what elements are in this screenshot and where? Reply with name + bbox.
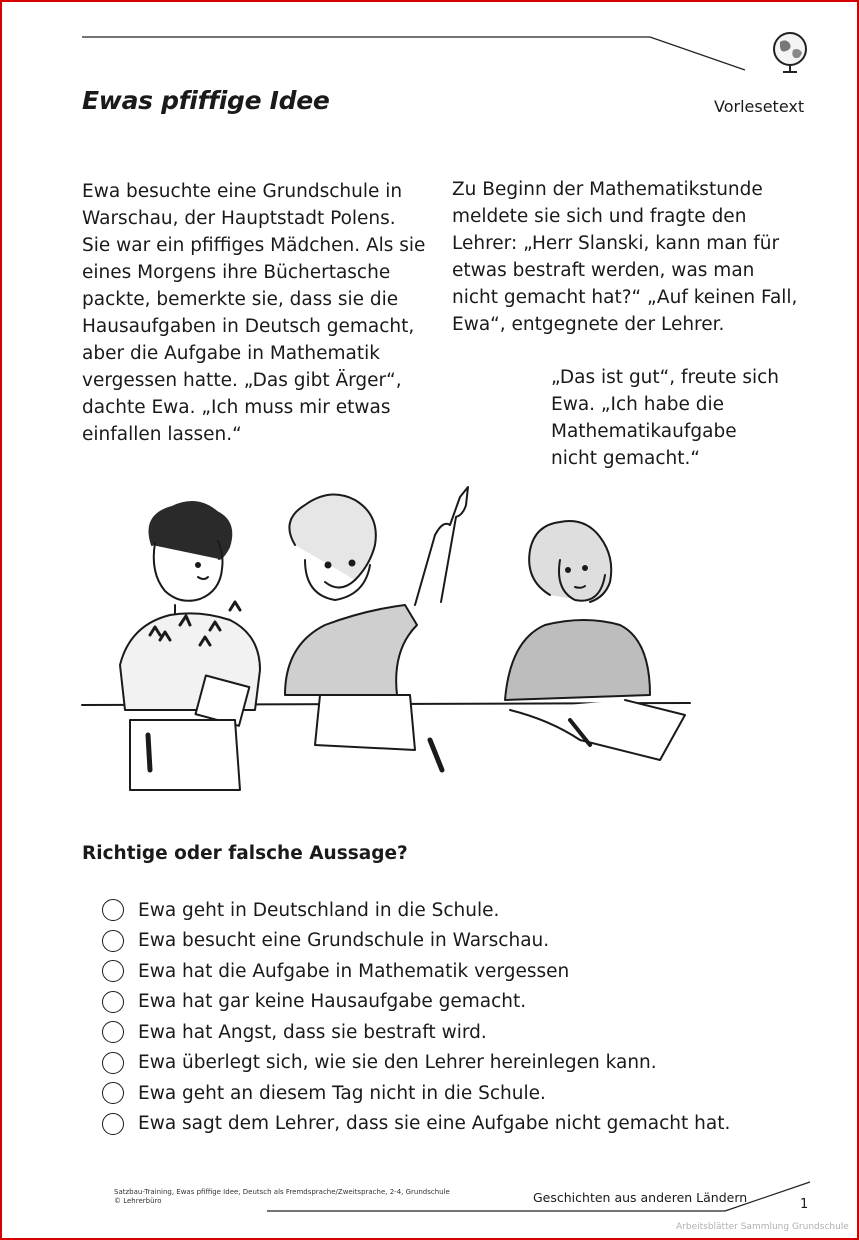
statement-text: Ewa überlegt sich, wie sie den Lehrer hereinlegen kann. (138, 1052, 657, 1074)
footer-series-title: Geschichten aus anderen Ländern (533, 1190, 748, 1205)
statement-text: Ewa geht an diesem Tag nicht in die Schule. (138, 1082, 546, 1104)
statement-list (102, 895, 730, 1139)
answer-radio-circle[interactable] (102, 991, 124, 1013)
answer-radio-circle[interactable] (102, 1021, 124, 1043)
girl-figure (505, 521, 685, 760)
globe-icon (766, 28, 814, 76)
worksheet-title: Ewas pfiffige Idee (82, 86, 330, 115)
statement-text: Ewa hat die Aufgabe in Mathematik vergessen (138, 960, 570, 982)
answer-radio-circle[interactable] (102, 960, 124, 982)
page-number: 1 (800, 1197, 809, 1212)
answer-radio-circle[interactable] (102, 899, 124, 921)
statement-item (102, 926, 730, 957)
statement-item (102, 1048, 730, 1079)
answer-radio-circle[interactable] (102, 930, 124, 952)
quiz-heading: Richtige oder falsche Aussage? (82, 843, 408, 864)
header-rule (80, 28, 780, 78)
statement-text: Ewa besucht eine Grundschule in Warschau. (138, 930, 550, 952)
statement-text: Ewa geht in Deutschland in die Schule. (138, 899, 500, 921)
statement-item (102, 895, 730, 926)
statement-text: Ewa hat gar keine Hausaufgabe gemacht. (138, 991, 527, 1013)
document-type-label: Vorlesetext (714, 97, 805, 116)
statement-item (102, 987, 730, 1018)
statement-text: Ewa hat Angst, dass sie bestraft wird. (138, 1021, 487, 1043)
story-paragraph-2: Zu Beginn der Mathematikstunde meldete sie sich und fragte den Lehrer: „Herr Slanski, kann man für etwas bestraft werden, was man nicht gemacht hat?“ „Auf keinen Fall, Ewa“, entgegnete der Lehrer. (452, 179, 798, 335)
boy-figure (120, 502, 260, 790)
footer-credit: Satzbau-Training, Ewas pfiffige Idee, Deutsch als Fremdsprache/Zweitsprache, 2-4, Grundschule © Lehrerbüro (114, 1188, 450, 1205)
watermark: Arbeitsblätter Sammlung Grundschule (676, 1222, 849, 1232)
statement-item (102, 1017, 730, 1048)
statement-item (102, 956, 730, 987)
statement-item (102, 1109, 730, 1140)
story-paragraph-3: „Das ist gut“, freute sich Ewa. „Ich habe die Mathematikaufgabe nicht gemacht.“ (551, 367, 780, 469)
story-paragraph-1: Ewa besuchte eine Grundschule in Warschau, der Hauptstadt Polens. Sie war ein pfiffiges Mädchen. Als sie eines Morgens ihre Büchertasche packte, bemerkte sie, dass sie die Hausaufgaben in Deutsch gemacht, aber die Aufgabe in Mathematik vergessen hatte. „Das gibt Ärger“, dachte Ewa. „Ich muss mir etwas einfallen lassen.“ (82, 181, 426, 445)
statement-text: Ewa sagt dem Lehrer, dass sie eine Aufgabe nicht gemacht hat. (138, 1113, 731, 1135)
answer-radio-circle[interactable] (102, 1082, 124, 1104)
statement-item (102, 1078, 730, 1109)
answer-radio-circle[interactable] (102, 1113, 124, 1135)
ewa-figure (285, 487, 468, 770)
answer-radio-circle[interactable] (102, 1052, 124, 1074)
classroom-illustration (80, 465, 700, 805)
